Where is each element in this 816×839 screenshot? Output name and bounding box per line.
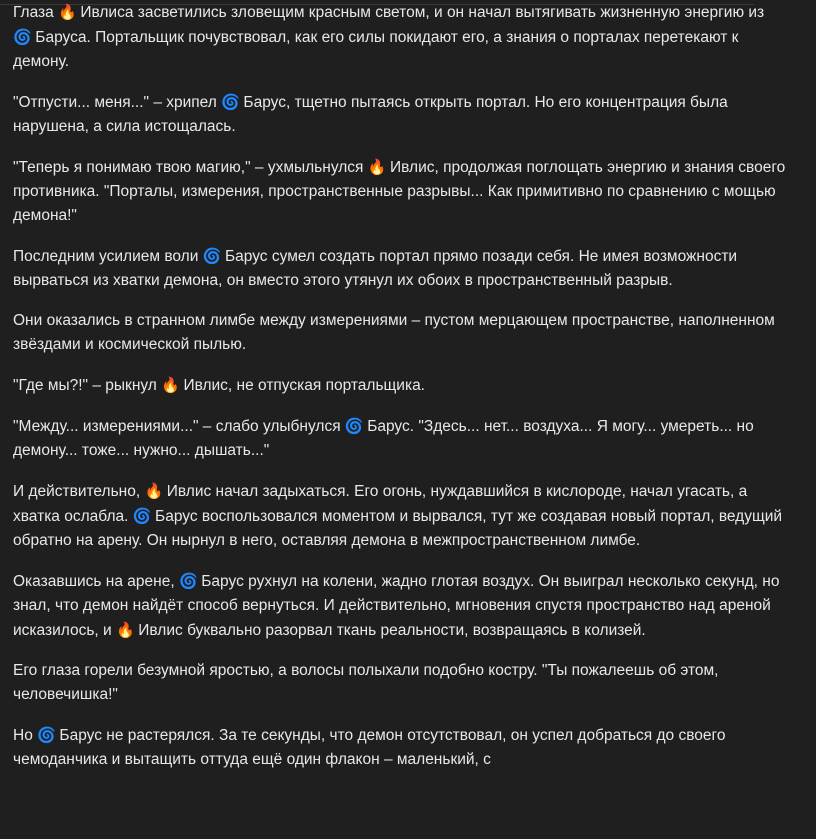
paragraph-text: Барус воспользовался моментом и вырвался, тут же создавая новый портал, ведущий обратно на арену. Он нырнул в него, оставляя демона в межпространственном лимбе. xyxy=(13,508,783,549)
paragraph-text: Барус, тщетно пытаясь открыть портал. Но его концентрация была нарушена, а сила истощалась. xyxy=(13,94,728,135)
paragraph-text: Его глаза горели безумной яростью, а волосы полыхали подобно костру. "Ты пожалеешь об этом, человечишка!" xyxy=(13,662,719,703)
story-paragraph xyxy=(13,414,786,463)
story-paragraph xyxy=(13,0,786,74)
paragraph-text: Ивлис начал задыхаться. Его огонь, нуждавшийся в кислороде, начал угасать, а хватка ослабла. xyxy=(13,483,748,525)
fire-icon: 🔥 xyxy=(161,376,180,394)
story-paragraph xyxy=(13,90,786,139)
swirl-icon: 🌀 xyxy=(178,572,198,590)
fire-icon: 🔥 xyxy=(115,621,135,639)
fire-icon: 🔥 xyxy=(58,3,77,21)
swirl-icon: 🌀 xyxy=(37,726,56,744)
story-paragraph xyxy=(13,244,786,293)
story-paragraph xyxy=(13,723,786,772)
paragraph-list xyxy=(13,0,786,772)
story-paragraph xyxy=(13,659,786,707)
paragraph-text: Оказавшись на арене, xyxy=(13,573,179,590)
paragraph-text: И действительно, xyxy=(13,483,145,500)
paragraph-text: Ивлис, не отпуская портальщика. xyxy=(179,377,425,394)
swirl-icon: 🌀 xyxy=(132,507,152,525)
story-paragraph xyxy=(13,155,786,228)
story-paragraph xyxy=(13,373,786,398)
paragraph-text: "Теперь я понимаю твою магию," – ухмыльнулся xyxy=(13,159,368,176)
paragraph-text: Но xyxy=(13,727,38,744)
paragraph-text: Ивлис буквально разорвал ткань реальности, возвращаясь в колизей. xyxy=(133,622,646,639)
paragraph-text: "Где мы?!" – рыкнул xyxy=(13,377,162,394)
story-paragraph xyxy=(13,309,786,357)
swirl-icon: 🌀 xyxy=(202,247,222,265)
paragraph-text: "Отпусти... меня..." – хрипел xyxy=(13,94,222,111)
paragraph-text: Ивлиса засветились зловещим красным светом, и он начал вытягивать жизненную энергию из xyxy=(76,4,765,21)
paragraph-text: Они оказались в странном лимбе между измерениями – пустом мерцающем пространстве, наполненном звёздами и космической пылью. xyxy=(13,312,775,353)
paragraph-text: Барус сумел создать портал прямо позади себя. Не имея возможности вырваться из хватки демона, он вместо этого утянул их обоих в пространственный разрыв. xyxy=(13,248,738,289)
paragraph-text: Барус рухнул на колени, жадно глотая воздух. Он выиграл несколько секунд, но знал, что демон найдёт способ вернуться. И действительно, мгновения спустя пространство над ареной исказилось, и xyxy=(13,573,780,639)
fire-icon: 🔥 xyxy=(144,482,164,500)
swirl-icon: 🌀 xyxy=(344,417,364,435)
paragraph-text: Глаза xyxy=(13,4,59,21)
paragraph-text: Баруса. Портальщик почувствовал, как его силы покидают его, а знания о порталах перетекают к демону. xyxy=(13,29,739,70)
story-paragraph xyxy=(13,479,786,553)
story-paragraph xyxy=(13,569,786,643)
swirl-icon: 🌀 xyxy=(221,93,240,111)
paragraph-text: "Между... измерениями..." – слабо улыбнулся xyxy=(13,418,345,435)
paragraph-text: Последним усилием воли xyxy=(13,248,203,265)
swirl-icon: 🌀 xyxy=(13,28,32,46)
fire-icon: 🔥 xyxy=(367,158,387,176)
paragraph-text: Барус. "Здесь... нет... воздуха... Я могу... умереть... но демону... тоже... нужно... дышать..." xyxy=(13,418,754,459)
paragraph-text: Ивлис, продолжая поглощать энергию и знания своего противника. "Порталы, измерения, пространственные разрывы... Как примитивно по сравнению с мощью демона!" xyxy=(13,159,786,224)
paragraph-text: Барус не растерялся. За те секунды, что демон отсутствовал, он успел добраться до своего чемоданчика и вытащить оттуда ещё один флакон – маленький, с xyxy=(13,727,726,768)
